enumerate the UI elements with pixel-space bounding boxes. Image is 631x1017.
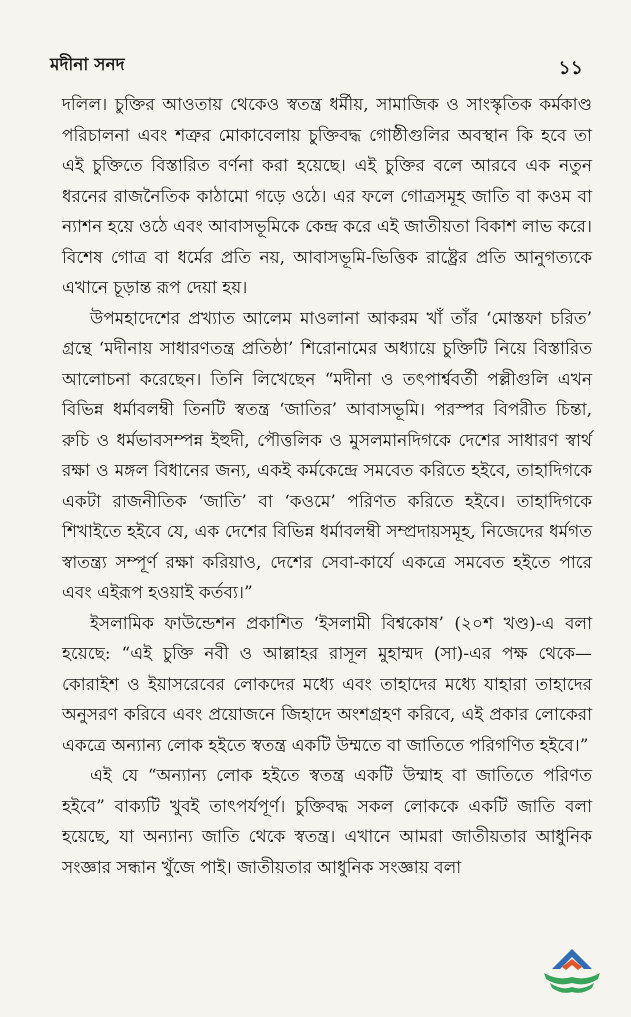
paragraph: এই যে “অন্যান্য লোক হইতে স্বতন্ত্র একটি উম্মাহ বা জাতিতে পরিণত হইবে” বাক্যটি খুবই তাৎপর্যপূর্ণ। চুক্তিবদ্ধ সকল লোককে একটি জাতি বলা হয়েছে, যা অন্যান্য জাতি থেকে স্বতন্ত্র। এখানে আমরা জাতীয়তার আধুনিক সংজ্ঞার সন্ধান খুঁজে পাই। জাতীয়তার আধুনিক সংজ্ঞায় বলা <box>62 766 592 878</box>
paragraph: উপমহাদেশের প্রখ্যাত আলেম মাওলানা আকরম খাঁ তাঁর ‘মোস্তফা চরিত’ গ্রন্থে ‘মদীনায় সাধারণতন্ত্র প্রতিষ্ঠা’ শিরোনামের অধ্যায়ে চুক্তিটি নিয়ে বিস্তারিত আলোচনা করেছেন। তিনি লিখেছেন “মদীনা ও তৎপার্শ্ববর্তী পল্লীগুলি এখন বিভিন্ন ধর্মাবলম্বী তিনটি স্বতন্ত্র ‘জাতির’ আবাসভূমি। পরস্পর বিপরীত চিন্তা, রুচি ও ধর্মভাবসম্পন্ন ইহুদী, পৌত্তলিক ও মুসলমানদিগকে দেশের সাধারণ স্বার্থ রক্ষা ও মঙ্গল বিধানের জন্য, একই কর্মকেন্দ্রে সমবেত করিতে হইবে, তাহাদিগকে একটা রাজনীতিক ‘জাতি’ বা ‘কওমে’ পরিণত করিতে হইবে। তাহাদিগকে শিখাইতে হইবে যে, এক দেশের বিভিন্ন ধর্মাবলম্বী সম্প্রদায়সমূহ, নিজেদের ধর্মগত স্বাতন্ত্র্য সম্পূর্ণ রক্ষা করিয়াও, দেশের সেবা-কার্যে একত্রে সমবেত হইতে পারে এবং এইরূপ হওয়াই কর্তব্য।” <box>62 308 592 603</box>
page-number: ১১ <box>558 57 583 79</box>
running-header <box>50 52 583 82</box>
body-text <box>62 90 592 883</box>
paragraph: ইসলামিক ফাউন্ডেশন প্রকাশিত ‘ইসলামী বিশ্বকোষ’ (২০শ খণ্ড)-এ বলা হয়েছে: “এই চুক্তি নবী ও আল্লাহর রাসূল মুহাম্মদ (সা)-এর পক্ষ থেকে— কোরাইশ ও ইয়াসরেবের লোকদের মধ্যে এবং তাহাদের মধ্যে যাহারা তাহাদের অনুসরণ করিবে এবং প্রয়োজনে জিহাদে অংশগ্রহণ করিবে, এই প্রকার লোকেরা একত্রে অন্যান্য লোক হইতে স্বতন্ত্র একটি উম্মতে বা জাতিতে পরিগণিত হইবে।” <box>62 613 592 756</box>
running-title: মদীনা সনদ <box>50 55 125 75</box>
publisher-logo-icon <box>540 945 604 997</box>
paragraph: দলিল। চুক্তির আওতায় থেকেও স্বতন্ত্র ধর্মীয়, সামাজিক ও সাংস্কৃতিক কর্মকাণ্ড পরিচালনা এবং শত্রুর মোকাবেলায় চুক্তিবদ্ধ গোষ্ঠীগুলির অবস্থান কি হবে তা এই চুক্তিতে বিস্তারিত বর্ণনা করা হয়েছে। এই চুক্তির বলে আরবে এক নতুন ধরনের রাজনৈতিক কাঠামো গড়ে ওঠে। এর ফলে গোত্রসমূহ জাতি বা কওম বা ন্যাশন হয়ে ওঠে এবং আবাসভূমিকে কেন্দ্র করে এই জাতীয়তা বিকাশ লাভ করে। বিশেষ গোত্র বা ধর্মের প্রতি নয়, আবাসভূমি-ভিত্তিক রাষ্ট্রের প্রতি আনুগত্যকে এখানে চূড়ান্ত রূপ দেয়া হয়। <box>62 95 592 298</box>
